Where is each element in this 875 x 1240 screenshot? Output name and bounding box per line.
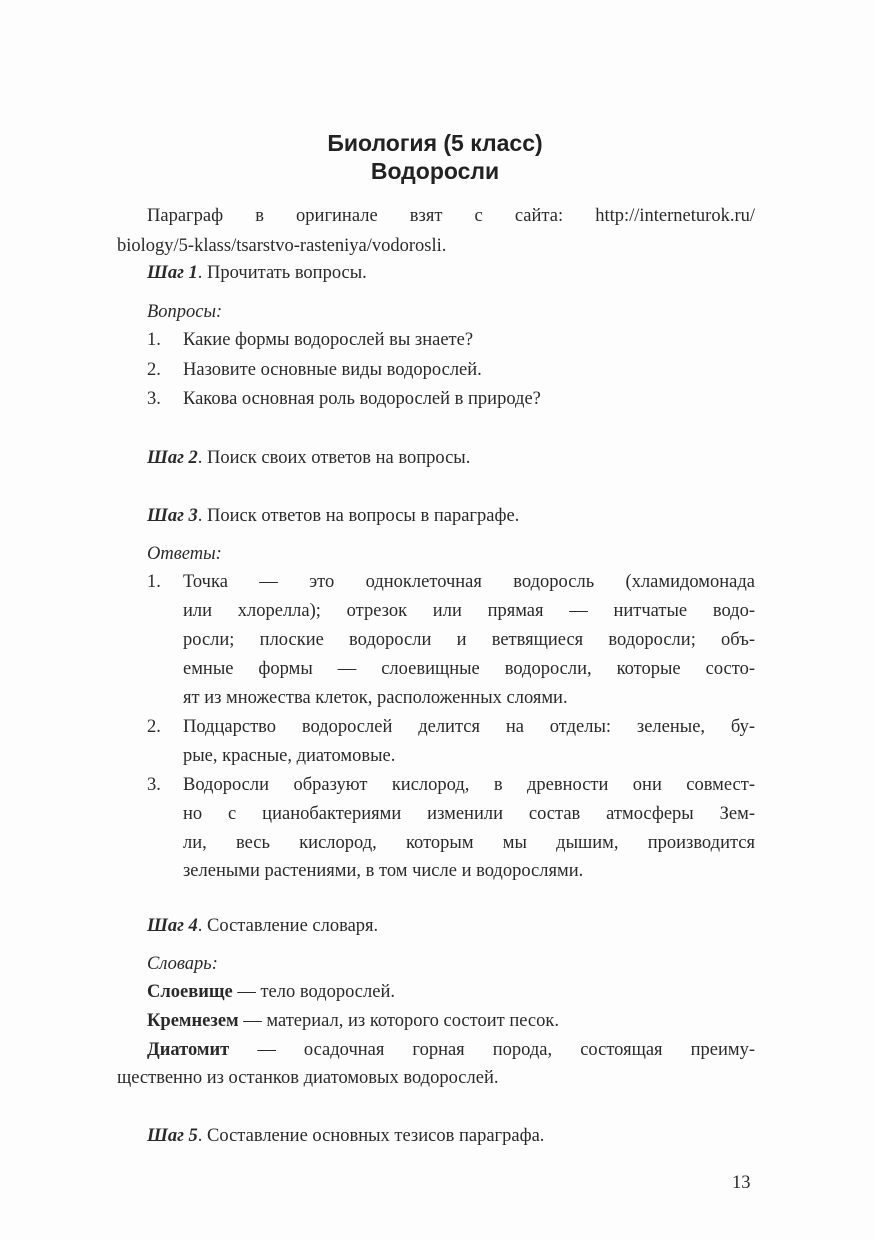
questions-heading: Вопросы: [147, 302, 223, 322]
dictionary-entry [147, 1010, 559, 1032]
answer-line: ят из множества клеток, расположенных слоями. [183, 688, 568, 708]
question-number: 2. [147, 360, 161, 380]
dictionary-entry [147, 981, 395, 1003]
answer-line: ли, весь кислород, которым мы дышим, производится [183, 833, 755, 853]
answer-line: Точка — это одноклеточная водоросль (хламидомонада [183, 572, 755, 592]
step-label: Шаг 2 [147, 448, 198, 468]
dictionary-definition: — тело водорослей. [232, 982, 395, 1002]
answer-line: но с цианобактериями изменили состав атмосферы Зем- [183, 804, 755, 824]
answer-line: Подцарство водорослей делится на отделы: зеленые, бу- [183, 717, 755, 737]
answer-number: 3. [147, 775, 161, 795]
step-1 [147, 262, 367, 284]
question-number: 3. [147, 389, 161, 409]
title-subject: Биология (5 класс) [327, 130, 543, 156]
intro-line: biology/5-klass/tsarstvo-rasteniya/vodorosli. [117, 236, 447, 256]
step-label: Шаг 5 [147, 1126, 198, 1146]
answer-number: 1. [147, 572, 161, 592]
step-label: Шаг 1 [147, 263, 198, 283]
step-text: . Прочитать вопросы. [197, 263, 367, 283]
dictionary-term: Диатомит [147, 1040, 230, 1060]
step-text: . Составление основных тезисов параграфа. [197, 1126, 545, 1146]
question-text: Назовите основные виды водорослей. [183, 360, 482, 380]
intro-line: Параграф в оригинале взят с сайта: http://interneturok.ru/ [147, 206, 755, 226]
dictionary-term: Слоевище [147, 982, 233, 1002]
dictionary-entry [147, 1039, 755, 1061]
question-text: Какие формы водорослей вы знаете? [183, 330, 474, 350]
step-2 [147, 447, 470, 469]
answers-heading: Ответы: [147, 544, 222, 564]
answer-line: росли; плоские водоросли и ветвящиеся водоросли; объ- [183, 630, 755, 650]
title-topic: Водоросли [370, 158, 500, 184]
page-number: 13 [732, 1173, 751, 1193]
step-label: Шаг 3 [147, 506, 198, 526]
question-text: Какова основная роль водорослей в природе? [183, 389, 541, 409]
step-label: Шаг 4 [147, 916, 198, 936]
dictionary-term: Кремнезем [147, 1011, 239, 1031]
step-3 [147, 505, 519, 527]
answer-line: Водоросли образуют кислород, в древности они совмест- [183, 775, 755, 795]
question-number: 1. [147, 330, 161, 350]
dictionary-heading: Словарь: [147, 954, 218, 974]
dictionary-definition-continued: щественно из останков диатомовых водорослей. [117, 1068, 499, 1088]
dictionary-definition: — материал, из которого состоит песок. [238, 1011, 559, 1031]
answer-line: емные формы — слоевищные водоросли, которые состо- [183, 659, 755, 679]
answer-number: 2. [147, 717, 161, 737]
dictionary-definition: — осадочная горная порода, состоящая преиму- [229, 1040, 755, 1060]
step-text: . Составление словаря. [197, 916, 379, 936]
answer-line: рые, красные, диатомовые. [183, 746, 396, 766]
step-text: . Поиск ответов на вопросы в параграфе. [197, 506, 520, 526]
step-5 [147, 1125, 544, 1147]
step-4 [147, 915, 378, 937]
step-text: . Поиск своих ответов на вопросы. [197, 448, 471, 468]
answer-line: или хлорелла); отрезок или прямая — нитчатые водо- [183, 601, 755, 621]
answer-line: зелеными растениями, в том числе и водорослями. [183, 861, 584, 881]
